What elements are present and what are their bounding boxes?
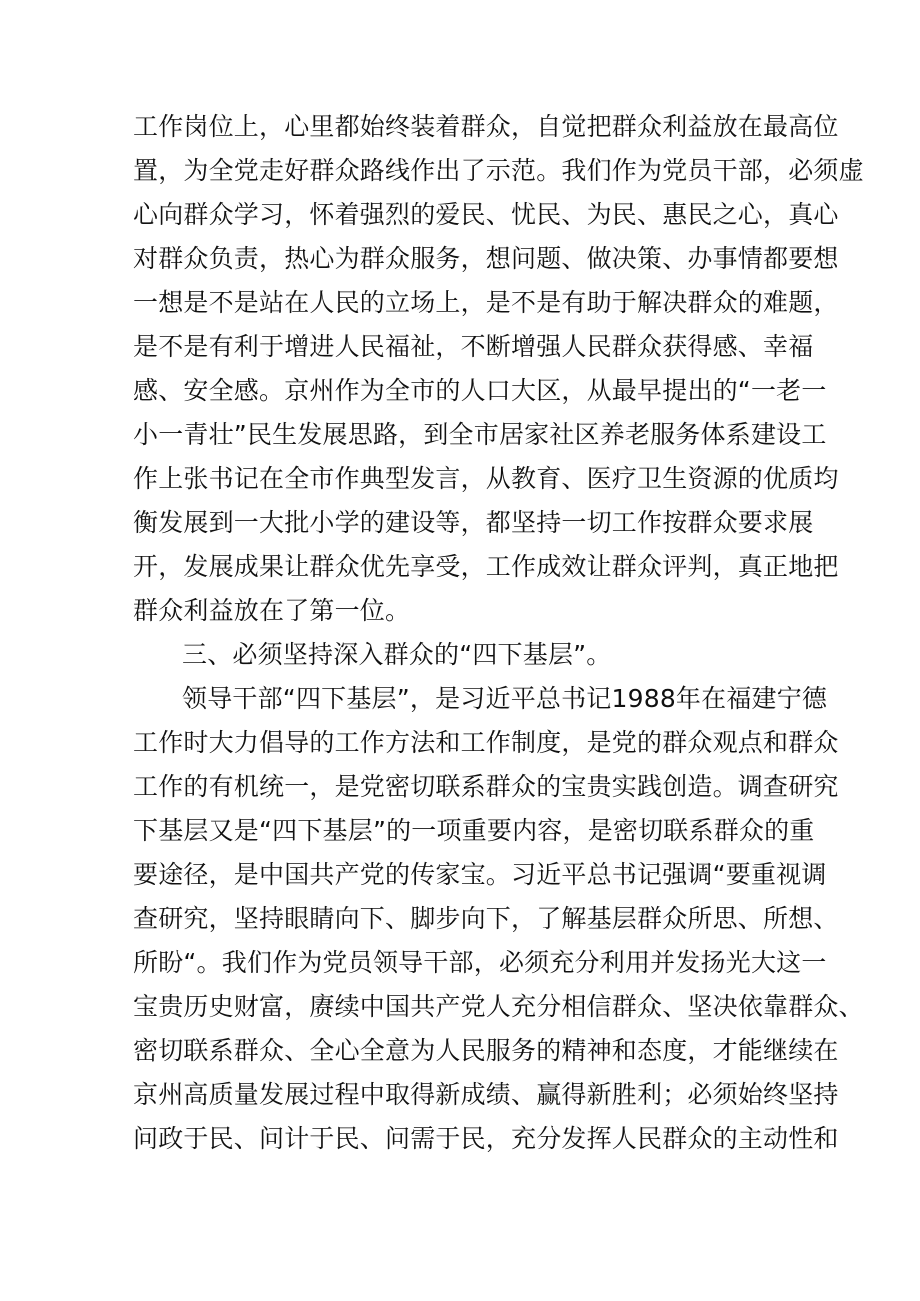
text-line: 心向群众学习，怀着强烈的爱民、忧民、为民、惠民之心，真心 <box>133 200 839 229</box>
text-line: 要途径，是中国共产党的传家宝。习近平总书记强调“要重视调 <box>133 860 827 889</box>
text-line: 工作岗位上，心里都始终装着群众，自觉把群众利益放在最高位 <box>133 112 839 141</box>
text-line: 问政于民、问计于民、问需于民，充分发挥人民群众的主动性和 <box>133 1124 839 1153</box>
text-line: 开，发展成果让群众优先享受，工作成效让群众评判，真正地把 <box>133 552 839 581</box>
text-line: 工作时大力倡导的工作方法和工作制度，是党的群众观点和群众 <box>133 728 839 757</box>
text-line: 宝贵历史财富，赓续中国共产党人充分相信群众、坚决依靠群众、 <box>133 992 864 1021</box>
text-line: 作上张书记在全市作典型发言，从教育、医疗卫生资源的优质均 <box>133 464 839 493</box>
text-line: 小一青壮”民生发展思路，到全市居家社区养老服务体系建设工 <box>133 420 827 449</box>
text-line: 感、安全感。京州作为全市的人口大区，从最早提出的“一老一 <box>133 376 827 405</box>
text-line: 京州高质量发展过程中取得新成绩、赢得新胜利；必须始终坚持 <box>133 1080 839 1109</box>
text-line: 领导干部“四下基层”，是习近平总书记1988年在福建宁德 <box>182 684 828 713</box>
text-line: 工作的有机统一，是党密切联系群众的宝贵实践创造。调查研究 <box>133 772 839 801</box>
text-line: 对群众负责，热心为群众服务，想问题、做决策、办事情都要想 <box>133 244 839 273</box>
text-line: 衡发展到一大批小学的建设等，都坚持一切工作按群众要求展 <box>133 508 814 537</box>
section-heading: 三、必须坚持深入群众的“四下基层”。 <box>182 640 612 669</box>
text-line: 下基层又是“四下基层”的一项重要内容，是密切联系群众的重 <box>133 816 815 845</box>
text-line: 一想是不是站在人民的立场上，是不是有助于解决群众的难题， <box>133 288 839 317</box>
text-line: 置，为全党走好群众路线作出了示范。我们作为党员干部，必须虚 <box>133 156 864 185</box>
text-line: 密切联系群众、全心全意为人民服务的精神和态度，才能继续在 <box>133 1036 839 1065</box>
text-line: 所盼“。我们作为党员领导干部，必须充分利用并发扬光大这一 <box>133 948 827 977</box>
text-line: 群众利益放在了第一位。 <box>133 596 411 625</box>
text-line: 查研究，坚持眼睛向下、脚步向下，了解基层群众所思、所想、 <box>133 904 839 933</box>
text-line: 是不是有利于增进人民福祉，不断增强人民群众获得感、幸福 <box>133 332 814 361</box>
